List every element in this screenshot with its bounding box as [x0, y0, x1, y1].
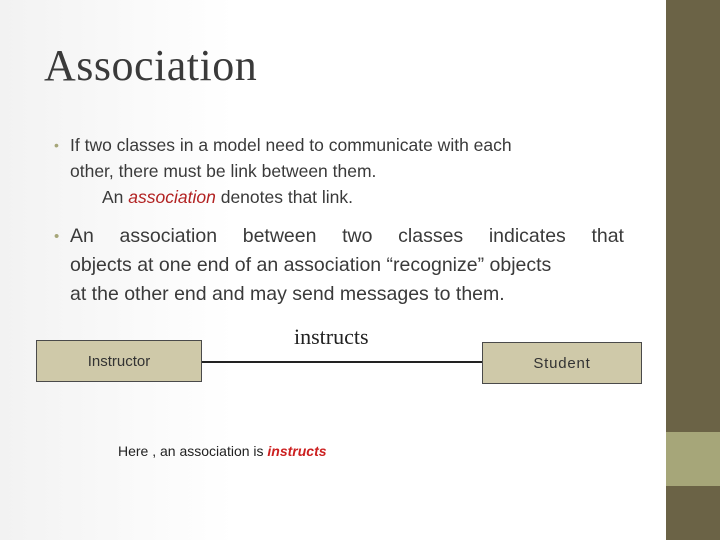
bullet-2-word: An: [70, 225, 94, 247]
student-class-label: Student: [533, 354, 591, 372]
caption-prefix: Here , an association is: [118, 443, 268, 459]
bullet-dot-icon: •: [54, 228, 60, 245]
bullet-2-word: indicates: [488, 225, 566, 247]
association-line: [202, 361, 482, 363]
bullet-2-word: association: [119, 225, 218, 247]
bullet-point-2: [54, 222, 624, 309]
caption-highlight: instructs: [267, 443, 327, 459]
bullet-1-line-3: [54, 184, 614, 210]
slide-title: Association: [44, 41, 258, 90]
student-class-box: [482, 342, 642, 384]
bullet-2-word: classes: [398, 225, 464, 247]
bullet-2-word: between: [242, 225, 317, 247]
bullet-1-line-1: If two classes in a model need to communicate with each: [70, 135, 512, 155]
association-term: association: [128, 187, 216, 207]
bullet-2-word: that: [591, 225, 624, 247]
bullet-point-1: [54, 132, 614, 210]
bullet-2-line-2: objects at one end of an association “recognize” objects: [70, 254, 552, 276]
bullet-dot-icon: •: [54, 137, 59, 153]
bullet-1-line-3-suffix: denotes that link.: [215, 187, 354, 207]
instructor-class-label: Instructor: [87, 352, 151, 370]
bullet-2-line-1: [54, 222, 624, 251]
association-name-label: instructs: [294, 324, 369, 349]
bullet-2-line-3: at the other end and may send messages to them.: [70, 283, 505, 305]
side-decoration-bar: [666, 0, 720, 540]
bullet-1-line-2: other, there must be link between them.: [70, 161, 377, 181]
instructor-class-box: [36, 340, 202, 382]
bullet-2-word: two: [342, 225, 373, 247]
diagram-caption: [118, 443, 327, 459]
bullet-1-line-3-prefix: An: [102, 187, 129, 207]
side-decoration-accent: [666, 432, 720, 486]
